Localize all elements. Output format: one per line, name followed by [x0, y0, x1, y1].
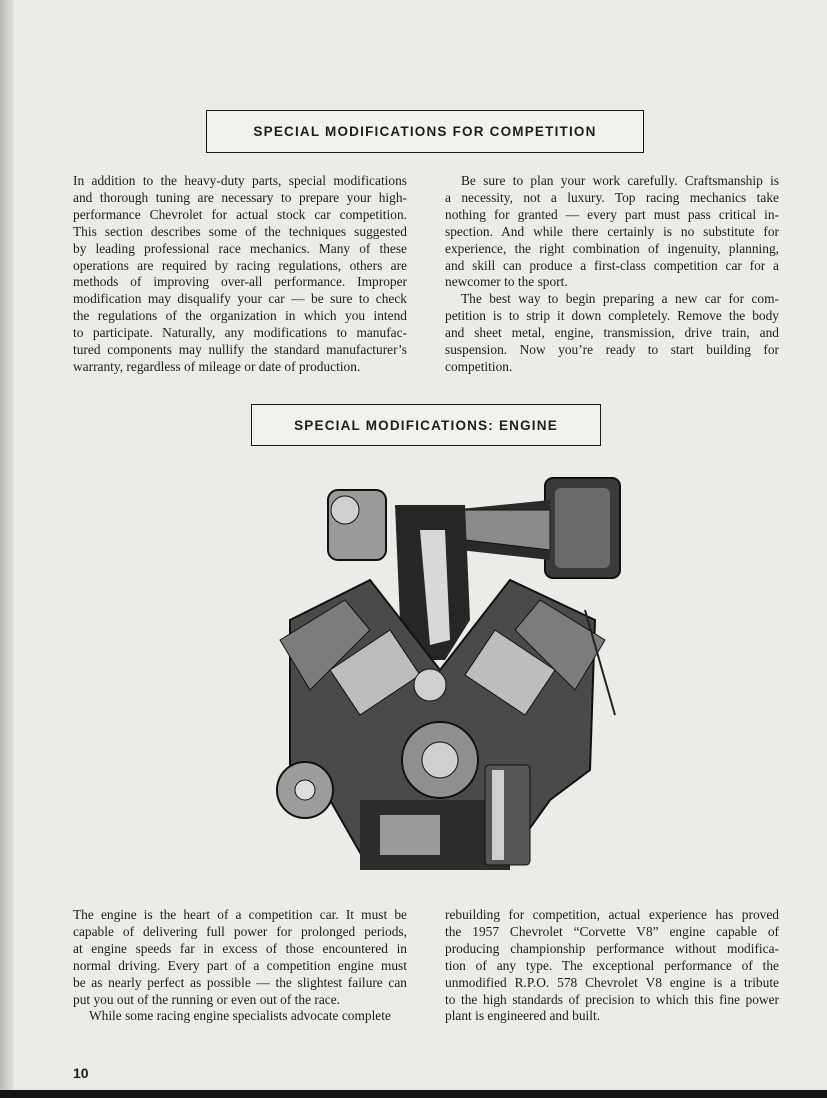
page-edge-shadow [0, 0, 14, 1098]
text-line: petition is to strip it down completely. Remove the body [445, 308, 779, 324]
paragraph [73, 1008, 407, 1025]
text-line: at engine speeds far in excess of those encountered in [73, 940, 407, 956]
paragraph [73, 173, 407, 376]
paragraph [445, 173, 779, 291]
engine-title-box [251, 404, 601, 446]
text-line: by leading professional race mechanics. Many of these [73, 240, 407, 256]
text-line: to participate. Naturally, any modifications to manufac- [73, 325, 407, 341]
engine-cutaway-illustration [250, 470, 630, 870]
text-line: capable of delivering full power for prolonged periods, [73, 923, 407, 939]
text-line: performance Chevrolet for actual stock car competition. [73, 206, 407, 222]
text-line: nothing for granted — every part must pass critical in- [445, 206, 779, 222]
paragraph [445, 907, 779, 1025]
section-title-box [206, 110, 644, 153]
text-line: The engine is the heart of a competition car. It must be [73, 907, 407, 922]
text-line: In addition to the heavy-duty parts, special modifications [73, 173, 407, 188]
text-line: operations are required by racing regulations, others are [73, 257, 407, 273]
text-line: spection. And while there certainly is no substitute for [445, 223, 779, 239]
text-line: and skill can produce a first-class competition car for a [445, 257, 779, 273]
text-line: warranty, regardless of mileage or date of production. [73, 358, 361, 374]
text-line: plant is engineered and built. [445, 1008, 601, 1024]
paragraph [73, 907, 407, 1008]
text-line: newcomer to the sport. [445, 274, 568, 290]
text-line: and sheet metal, engine, transmission, drive train, and [445, 325, 779, 341]
text-line: producing championship performance without modifica- [445, 940, 779, 956]
text-line: tured components may nullify the standard manufacturer’s [73, 342, 407, 358]
scan-edge-bar [0, 1090, 827, 1098]
text-line: rebuilding for competition, actual experience has proved [445, 907, 779, 922]
text-line: methods of improving over-all performance. Improper [73, 274, 407, 290]
text-line: Be sure to plan your work carefully. Craftsmanship is [461, 173, 779, 188]
intro-column-left [73, 173, 407, 376]
text-line: competition. [445, 358, 513, 374]
text-line: the regulations of the organization in which you intend [73, 308, 407, 324]
engine-column-right [445, 907, 779, 1025]
text-line: the 1957 Chevrolet “Corvette V8” engine capable of [445, 923, 779, 939]
intro-column-right [445, 173, 779, 376]
text-line: to the high standards of precision to which this fine power [445, 991, 779, 1007]
text-line: be as nearly perfect as possible — the slightest failure can [73, 974, 407, 990]
text-line: suspension. Now you’re ready to start building for [445, 342, 779, 358]
page-number: 10 [73, 1065, 89, 1081]
text-line: tion of any type. The exceptional performance of the [445, 957, 779, 973]
section-title: SPECIAL MODIFICATIONS FOR COMPETITION [253, 124, 597, 139]
text-line: experience, the right combination of ingenuity, planning, [445, 240, 779, 256]
engine-column-left [73, 907, 407, 1025]
text-line: unmodified R.P.O. 578 Chevrolet V8 engine is a tribute [445, 974, 779, 990]
text-line: and thorough tuning are necessary to prepare your high- [73, 189, 407, 205]
engine-title: SPECIAL MODIFICATIONS: ENGINE [294, 417, 558, 433]
text-line: normal driving. Every part of a competition engine must [73, 957, 407, 973]
text-line: This section describes some of the techniques suggested [73, 223, 407, 239]
text-line: While some racing engine specialists advocate complete [89, 1008, 391, 1024]
text-line: put you out of the running or even out of the race. [73, 991, 340, 1007]
text-line: The best way to begin preparing a new car for com- [461, 291, 779, 307]
text-line: modification may disqualify your car — be sure to check [73, 291, 407, 307]
text-line: a necessity, not a luxury. Top racing mechanics take [445, 189, 779, 205]
paragraph [445, 291, 779, 376]
